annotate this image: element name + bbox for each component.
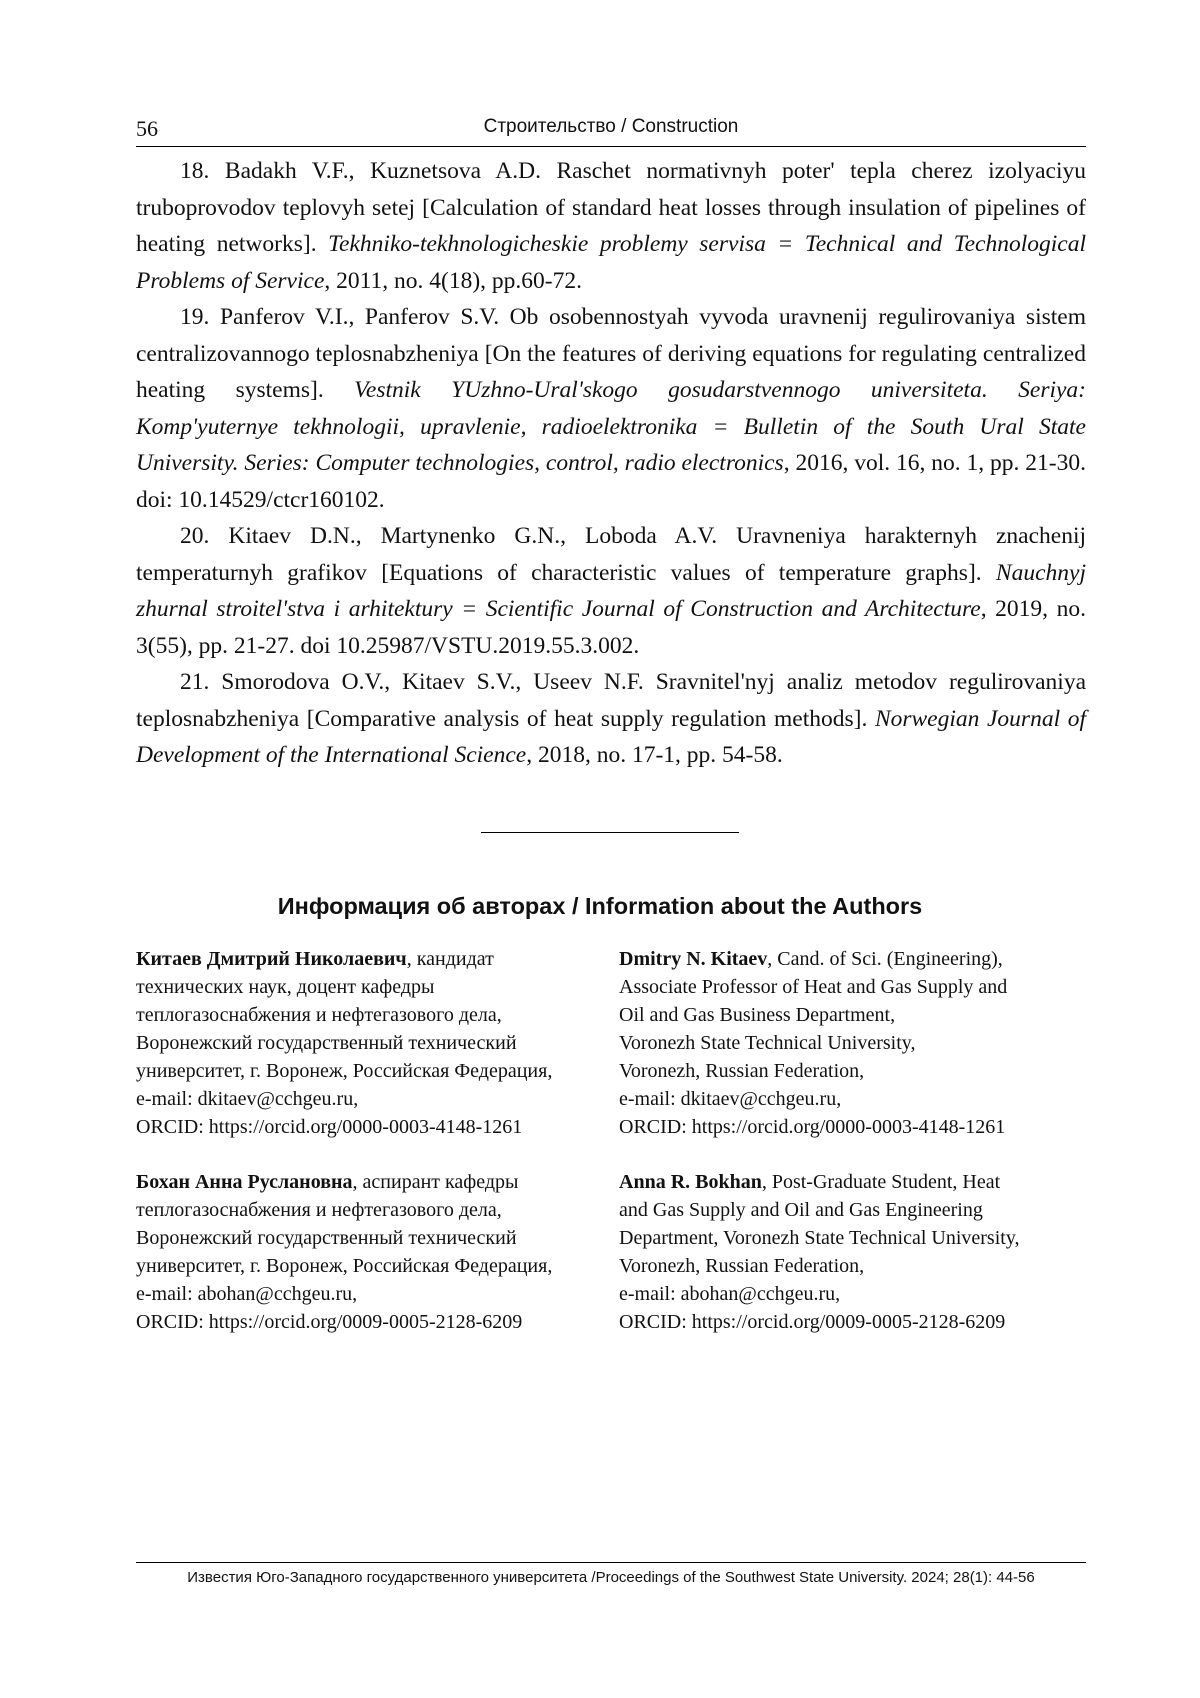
page-number: 56	[136, 116, 158, 141]
author-kitaev-ru	[136, 945, 619, 1141]
reference-18	[136, 153, 1086, 299]
author-orcid: ORCID: https://orcid.org/0000-0003-4148-1261	[619, 1116, 1006, 1138]
author-bokhan-en	[619, 1168, 1086, 1336]
author-line: Associate Professor of Heat and Gas Supply and	[619, 976, 1008, 998]
author-line: теплогазоснабжения и нефтегазового дела,	[136, 1004, 502, 1026]
reference-list	[136, 153, 1086, 774]
reference-19	[136, 299, 1086, 518]
author-line: Воронежский государственный технический	[136, 1032, 517, 1054]
reference-journal: Norwegian Journal of Development of the International Science	[136, 705, 1086, 768]
author-name: Anna R. Bokhan	[619, 1171, 762, 1193]
reference-details: , 2011, no. 4(18), pp.60-72.	[324, 267, 582, 294]
reference-21	[136, 664, 1086, 774]
reference-details: , 2019, no. 3(55), pp. 21-27. doi 10.25987/VSTU.2019.55.3.002.	[136, 596, 1087, 659]
reference-text: 20. Kitaev D.N., Martynenko G.N., Loboda A.V. Uravneniya harakternyh znachenij temperaturnyh grafikov [Equations of characteristic values of temperature graphs].	[136, 523, 1086, 586]
reference-journal: Nauchnyj zhurnal stroitel'stva i arhitektury = Scientific Journal of Construction and Architecture	[136, 559, 1086, 622]
reference-journal: Tekhniko-tekhnologicheskie problemy servisa = Technical and Technological Problems of Service	[136, 231, 1086, 294]
reference-20	[136, 518, 1086, 664]
page-footer: Известия Юго-Западного государственного университета /Proceedings of the Southwest State University. 2024; 28(1): 44-56	[136, 1562, 1086, 1586]
author-bokhan-ru	[136, 1168, 619, 1336]
reference-text: 18. Badakh V.F., Kuznetsova A.D. Raschet normativnyh poter' tepla cherez izolyaciyu truboprovodov teplovyh setej [Calculation of standard heat losses through insulation of pipelines of heating networks].	[136, 158, 1086, 257]
author-line: , Post-Graduate Student, Heat	[761, 1171, 1001, 1193]
reference-details: , 2016, vol. 16, no. 1, pp. 21-30. doi: 10.14529/ctcr160102.	[136, 450, 1086, 513]
authors-section-title: Информация об авторах / Information about the Authors	[277, 893, 923, 919]
author-orcid: ORCID: https://orcid.org/0009-0005-2128-6209	[619, 1311, 1006, 1333]
author-name: Бохан Анна Руслановна	[136, 1171, 353, 1193]
authors-grid	[136, 945, 1086, 1336]
author-line: университет, г. Воронеж, Российская Федерация,	[136, 1060, 553, 1082]
author-line: , кандидат	[406, 948, 494, 970]
author-line: , Cand. of Sci. (Engineering),	[767, 948, 1003, 970]
author-kitaev-en	[619, 945, 1086, 1141]
author-email: e-mail: abohan@cchgeu.ru,	[619, 1283, 841, 1305]
reference-details: , 2018, no. 17-1, pp. 54-58.	[526, 742, 783, 768]
author-line: Department, Voronezh State Technical University,	[619, 1227, 1020, 1249]
author-line: Oil and Gas Business Department,	[619, 1004, 896, 1026]
author-line: университет, г. Воронеж, Российская Федерация,	[136, 1255, 553, 1277]
author-name: Китаев Дмитрий Николаевич	[136, 948, 407, 970]
page-header	[136, 112, 1086, 147]
author-line: Voronezh, Russian Federation,	[619, 1060, 865, 1082]
author-orcid: ORCID: https://orcid.org/0000-0003-4148-1261	[136, 1116, 523, 1138]
author-name: Dmitry N. Kitaev	[619, 948, 768, 970]
author-orcid: ORCID: https://orcid.org/0009-0005-2128-6209	[136, 1311, 523, 1333]
author-line: Воронежский государственный технический	[136, 1227, 517, 1249]
author-line: технических наук, доцент кафедры	[136, 976, 435, 998]
author-line: Voronezh, Russian Federation,	[619, 1255, 865, 1277]
reference-journal: Vestnik YUzhno-Ural'skogo gosudarstvennogo universiteta. Seriya: Komp'yuternye tekhnologii, upravlenie, radioelektronika = Bulletin of the South Ural State University. Series: Computer technologies, control, radio electronics	[136, 377, 1086, 476]
author-line: Voronezh State Technical University,	[619, 1032, 916, 1054]
running-title: Строительство / Construction	[483, 116, 739, 137]
author-email: e-mail: abohan@cchgeu.ru,	[136, 1283, 358, 1305]
author-email: e-mail: dkitaev@cchgeu.ru,	[136, 1088, 359, 1110]
section-divider	[481, 832, 739, 833]
author-line: , аспирант кафедры	[352, 1171, 519, 1193]
author-email: e-mail: dkitaev@cchgeu.ru,	[619, 1088, 842, 1110]
author-line: теплогазоснабжения и нефтегазового дела,	[136, 1199, 502, 1221]
author-line: and Gas Supply and Oil and Gas Engineering	[619, 1199, 983, 1221]
reference-text: 21. Smorodova O.V., Kitaev S.V., Useev N.F. Sravnitel'nyj analiz metodov regulirоvaniya teplosnabzheniya [Comparative analysis of heat supply regulation methods].	[136, 669, 1086, 732]
reference-text: 19. Panferov V.I., Panferov S.V. Ob osobennostyah vyvoda uravnenij regulirovaniya sistem centralizovannogo teplosnabzheniya [On the features of deriving equations for regulating centralized heating systems].	[136, 304, 1086, 403]
